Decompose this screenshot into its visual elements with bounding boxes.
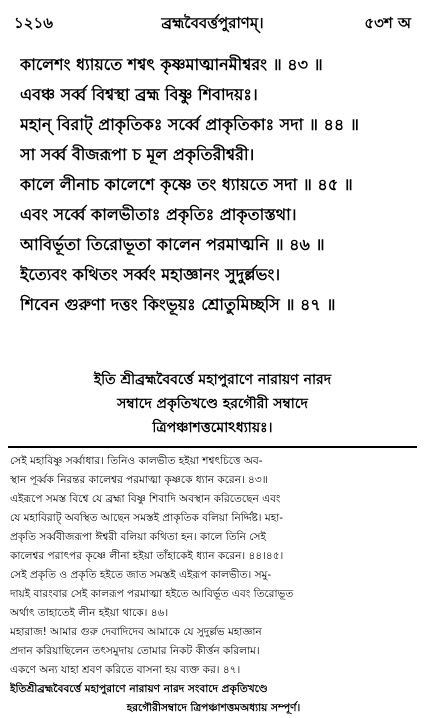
commentary-line: কালেশ্বর পরাৎপর কৃষ্ণে লীনা হইয়া তাঁহাকেই ধ্যান করেন। ৪৪।৪৫। xyxy=(10,550,284,562)
verse-line: কালে লীনাচ কালেশে কৃষ্ণে তং ধ্যায়তে সদা ॥ ৪৫ ॥ xyxy=(20,175,353,194)
commentary-line: প্রদান করিয়াছিলেন তৎসমুদায় তোমার নিকট কীর্ত্তন করিলাম। xyxy=(10,645,260,657)
sanskrit-verses xyxy=(20,50,417,320)
commentary-line: যে মহাবিরাট্ অবস্থিত আছেন সমস্তই প্রাকৃতিক বলিয়া নির্দ্দিষ্ট। মহা- xyxy=(10,512,284,524)
chapter-colophon xyxy=(6,368,419,440)
commentary-line: এইরূপে সমস্ত বিশ্বে যে ব্রহ্মা বিষ্ণু শিবাদি অবস্থান করিতেছেন এবং xyxy=(10,493,281,505)
commentary-line: অর্থাৎ তাহাতেই লীন হইয়া থাকে। ৪৬। xyxy=(10,607,169,619)
verse-line: সা সর্ব্ব বীজরূপা চ মূল প্রকৃতিরীশ্বরী। xyxy=(20,145,255,164)
verse-line: কালেশং ধ্যায়তে শশ্বৎ কৃষ্ণমাত্মানমীশ্বরং ॥ ৪৩ ॥ xyxy=(20,55,323,74)
page-header xyxy=(14,12,411,34)
verse-line: এবং সর্ব্বে কালভীতাঃ প্রকৃতিঃ প্রাকৃতাস্তথা। xyxy=(20,205,297,224)
chapter-marker: ৫৩শ অ xyxy=(364,14,411,32)
running-title: ব্রহ্মবৈবর্ত্তপুরাণম্। xyxy=(161,14,264,32)
verse-line: আবির্ভূতা তিরোভূতা কালেন পরমাত্মনি ॥ ৪৬ ॥ xyxy=(20,235,325,254)
bengali-commentary xyxy=(10,452,417,718)
colophon-line: ত্রিপঞ্চাশত্তমোঽধ্যায়ঃ। xyxy=(152,420,273,436)
verse-line: শিবেন গুরুণা দত্তং কিংভূয়ঃ শ্রোতুমিচ্ছসি ॥ ৪৭ ॥ xyxy=(20,295,336,314)
page-number: ১২১৬ xyxy=(14,14,53,32)
section-divider xyxy=(8,446,417,448)
verse-line: মহান্ বিরাট্ প্রাকৃতিকঃ সর্ব্বে প্রাকৃতিকাঃ সদা ॥ ৪৪ ॥ xyxy=(20,115,359,134)
colophon-line: সম্বাদে প্রকৃতিখণ্ডে হরগৌরী সম্বাদে xyxy=(117,396,308,412)
commentary-line: একণে অন্য যাহা শ্রবণ করিতে বাসনা হয় ব্যক্ত কর। ৪৭। xyxy=(10,664,241,676)
commentary-colophon-line: হরগৌরীসম্বাদে ত্রিপঞ্চাশত্তমঅধ্যায় সম্পূর্ণ। xyxy=(126,702,301,714)
colophon-line: ইতি শ্রীব্রহ্মবৈবর্ত্তে মহাপুরাণে নারায়ণ নারদ xyxy=(93,372,332,388)
commentary-line: স্থান পূর্ব্বক নিরন্তর কালেশ্বর পরমাত্মা কৃষ্ণকে ধ্যান করেন। ৪৩॥ xyxy=(10,474,268,486)
verse-line: ইত্যেবং কথিতং সর্ব্বং মহাজ্ঞানং সুদুর্ল্লভং। xyxy=(20,265,281,284)
commentary-line: সেই প্রকৃতি ও প্রকৃতি হইতে জাত সমস্তই এইরূপ কালভীত। সমু- xyxy=(10,569,272,581)
commentary-line: প্রকৃতি সর্ব্ববীজরূপা ঈশ্বরী বলিয়া কথিতা হন। কালে তিনি সেই xyxy=(10,531,266,543)
commentary-line: মহারাজ! আমার গুরু দেবাদিদেব আমাকে যে সুদুর্ল্লভ মহাজ্ঞান xyxy=(10,626,262,638)
verse-line: এবঞ্চ সর্ব্ব বিশ্বস্থা ব্রহ্ম বিষ্ণু শিবাদয়ঃ। xyxy=(20,85,258,104)
commentary-line: সেই মহাবিষ্ণু সর্ব্বাধার। তিনিও কালভীত হইয়া শশ্বৎচিত্তে অব- xyxy=(10,455,263,467)
commentary-line: দায়ই বারংবার সেই কালরূপ পরমাত্মা হইতে আবির্ভূত এবং তিরোভূত xyxy=(10,588,294,600)
commentary-colophon-line: ইতিশ্রীব্রহ্মবৈবর্ত্তে মহাপুরাণে নারায়ণ নারদ সংবাদে প্রকৃতিখণ্ডে xyxy=(10,683,268,695)
